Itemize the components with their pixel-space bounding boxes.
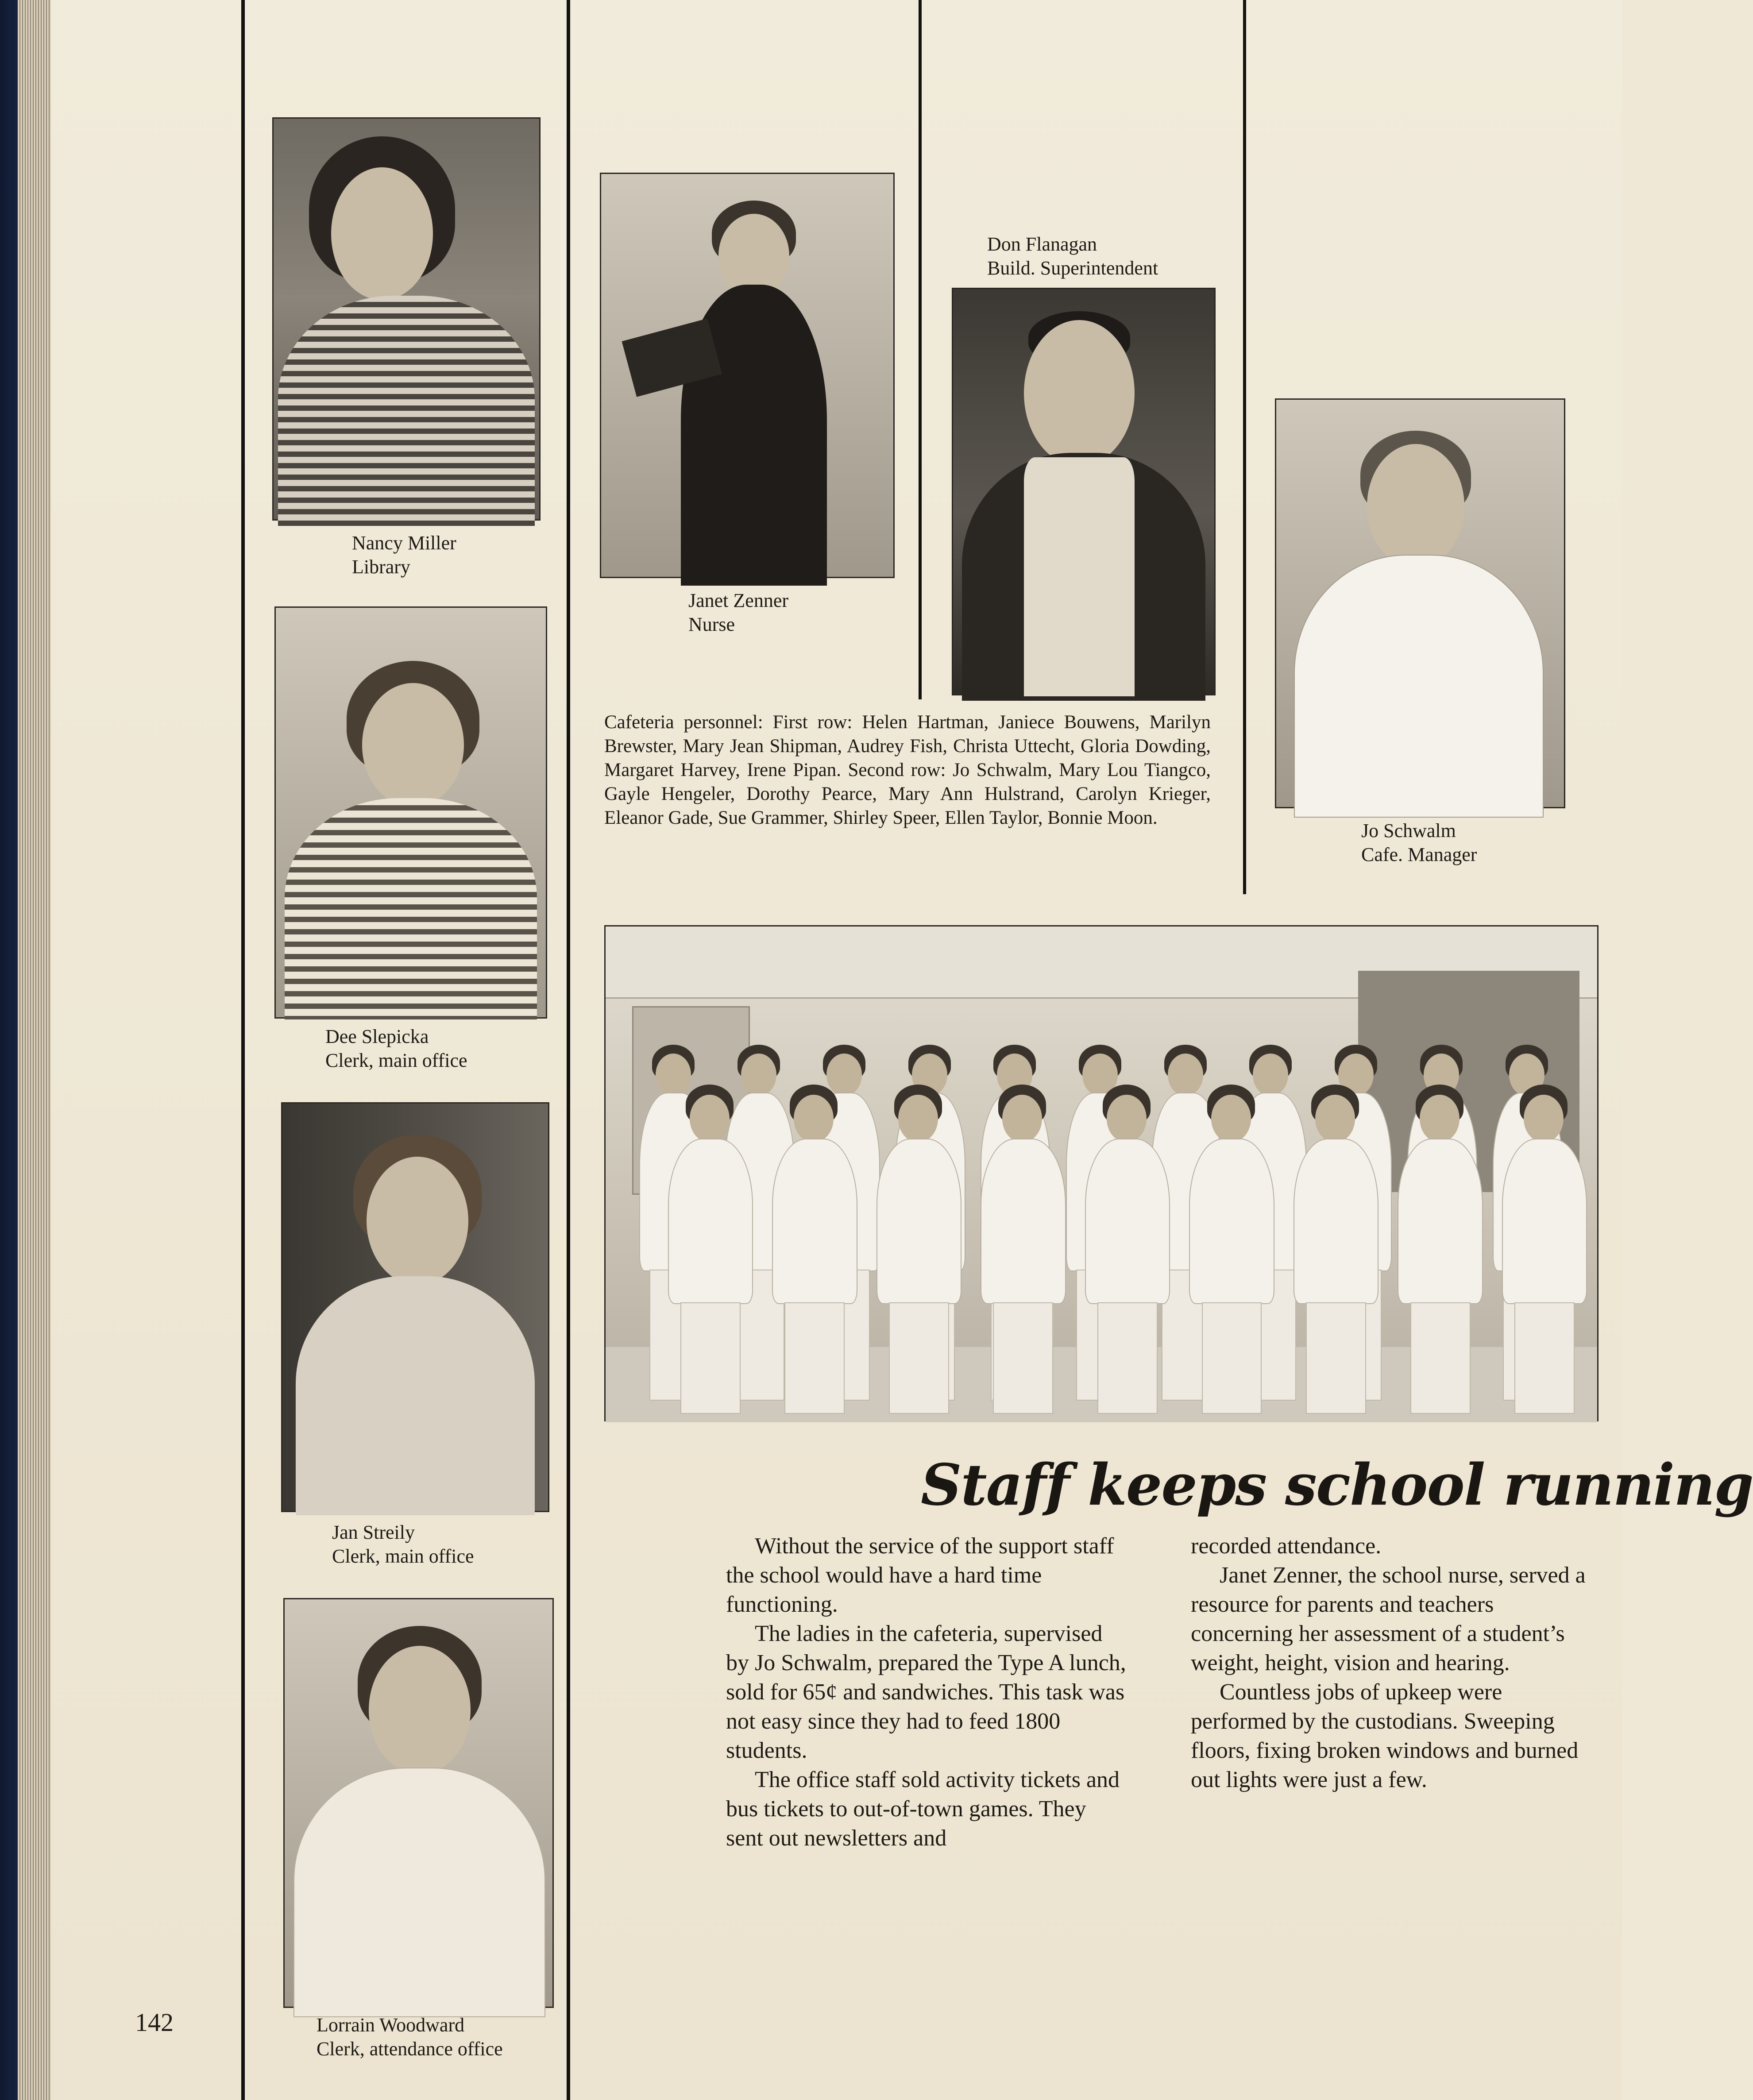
portrait-photo-janet-zenner [600, 173, 895, 578]
article-paragraph: Without the service of the support staff the school would have a hard time functioning. [726, 1533, 1114, 1617]
portrait-photo-don-flanagan [952, 288, 1216, 695]
worker-figure [1387, 1085, 1492, 1412]
article-headline: Staff keeps school running [921, 1452, 1753, 1518]
portrait-photo-nancy-miller [272, 117, 541, 521]
caption-janet-zenner [688, 589, 788, 637]
article-paragraph: The office staff sold activity tickets and bus tickets to out-of-town games. They sent out newsletters and [726, 1767, 1120, 1851]
portrait-photo-dee-slepicka [274, 606, 547, 1019]
worker-figure [657, 1085, 762, 1412]
caption-nancy-miller [352, 531, 456, 579]
caption-role: Library [352, 556, 410, 578]
caption-name: Jan Streily [332, 1521, 415, 1543]
column-rule-4 [1243, 0, 1246, 894]
worker-figure [762, 1085, 866, 1412]
worker-figure [866, 1085, 970, 1412]
article-paragraph: Countless jobs of upkeep were performed by the custodians. Sweeping floors, fixing broken windows and burned out lights were just a few. [1191, 1679, 1579, 1792]
caption-name: Don Flanagan [987, 233, 1097, 255]
worker-figure [1491, 1085, 1596, 1412]
caption-role: Nurse [688, 614, 735, 635]
caption-role: Clerk, main office [332, 1545, 474, 1567]
worker-figure [1179, 1085, 1283, 1412]
caption-jo-schwalm [1361, 819, 1477, 867]
caption-role: Build. Superintendent [987, 257, 1158, 279]
column-rule-2 [567, 0, 570, 2100]
caption-jan-streily [332, 1521, 474, 1568]
portrait-photo-lorrain-woodward [283, 1598, 554, 2008]
caption-role: Cafe. Manager [1361, 844, 1477, 865]
caption-name: Dee Slepicka [325, 1026, 429, 1047]
article-paragraph: Janet Zenner, the school nurse, served a resource for parents and teachers concerning her assessment of a student’s weight, height, vision and hearing. [1191, 1563, 1586, 1675]
article-paragraph: recorded attendance. [1191, 1533, 1382, 1559]
caption-name: Jo Schwalm [1361, 820, 1456, 842]
page-number: 142 [135, 2008, 174, 2037]
caption-role: Clerk, attendance office [317, 2038, 503, 2060]
worker-figure [1074, 1085, 1179, 1412]
caption-lorrain-woodward [317, 2013, 503, 2061]
caption-role: Clerk, main office [325, 1050, 467, 1071]
portrait-photo-jo-schwalm [1275, 398, 1565, 808]
worker-figure [1283, 1085, 1387, 1412]
page-edges [18, 0, 51, 2100]
article-column-2 [1191, 1532, 1589, 1795]
group-photo-caption: Cafeteria personnel: First row: Helen Hartman, Janiece Bouwens, Marilyn Brewster, Mary Jean Shipman, Audrey Fish, Christa Uttecht, Gloria Dowding, Margaret Harvey, Irene Pipan. Second row: Jo Schwalm, Mary Lou Tiangco, Gayle Hengeler, Dorothy Pearce, Mary Ann Hulstrand, Carolyn Krieger, Eleanor Gade, Sue Grammer, Shirley Speer, Ellen Taylor, Bonnie Moon. [604, 712, 1211, 828]
caption-name: Janet Zenner [688, 590, 788, 611]
caption-name: Nancy Miller [352, 532, 456, 554]
caption-don-flanagan [987, 232, 1158, 280]
worker-figure [970, 1085, 1075, 1412]
article-column-1 [726, 1532, 1127, 1853]
column-rule-1 [241, 0, 245, 2100]
caption-name: Lorrain Woodward [317, 2014, 465, 2036]
portrait-photo-jan-streily [281, 1102, 549, 1512]
column-rule-3 [919, 0, 922, 699]
caption-dee-slepicka [325, 1025, 467, 1073]
article-paragraph: The ladies in the cafeteria, supervised by Jo Schwalm, prepared the Type A lunch, sold for 65¢ and sandwiches. This task was not easy since they had to feed 1800 students. [726, 1621, 1126, 1763]
